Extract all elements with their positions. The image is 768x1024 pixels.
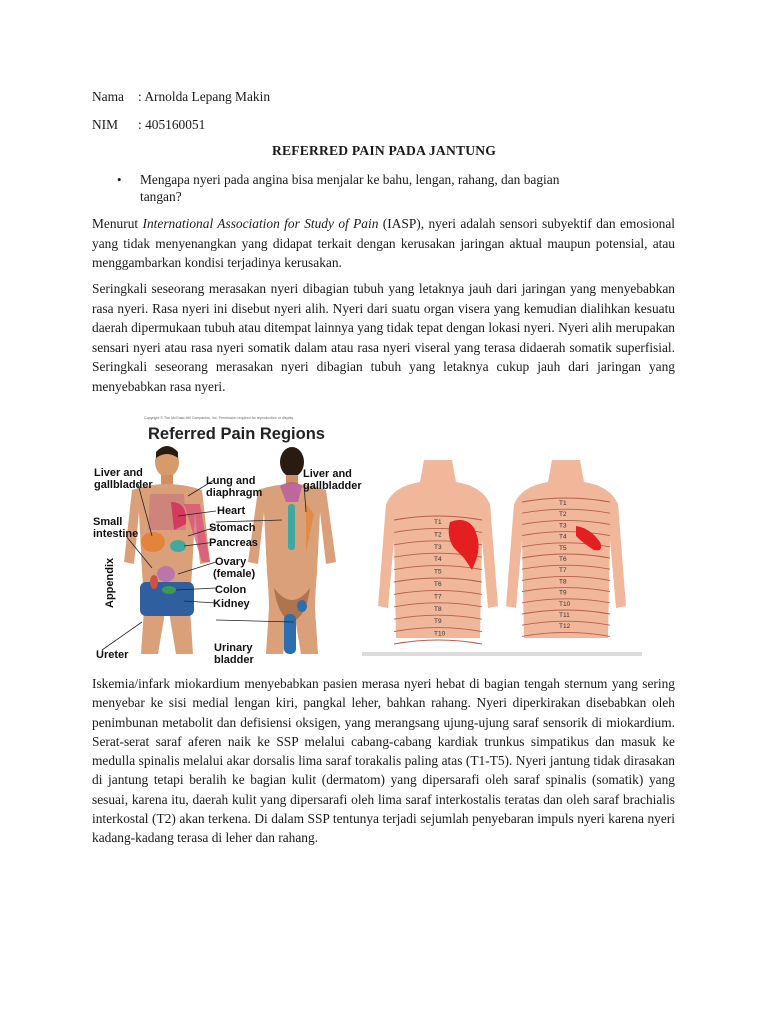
copyright-text: Copyright © The McGraw-Hill Companies, Inc. Permission required for reproduction or display.: [144, 416, 294, 420]
nim-value: : 405160051: [138, 117, 206, 132]
label-diaphragm: diaphragm: [206, 487, 263, 499]
dermatome-figure: [362, 456, 642, 656]
para1-prefix: Menurut: [92, 216, 143, 231]
name-row: [92, 89, 270, 105]
dermatome-label: T1: [434, 519, 442, 526]
dermatome-label: T10: [559, 600, 571, 608]
label-stomach: Stomach: [209, 522, 256, 534]
label-female: (female): [213, 568, 256, 580]
nim-label: NIM: [92, 117, 119, 132]
dermatome-label: T6: [559, 556, 567, 563]
dermatome-label: T8: [559, 578, 567, 586]
dermatome-label: T9: [434, 618, 442, 626]
dermatome-label: T8: [434, 605, 442, 613]
label-ureter: Ureter: [96, 649, 129, 661]
label-liver-right: Liver and: [303, 468, 352, 480]
figure-heading: Referred Pain Regions: [148, 425, 325, 443]
para1-suffix: (IASP), nyeri adalah sensori subyektif dan emosional yang tidak menyenangkan yang didapat terkait dengan kerusakan jaringan aktual maupun potensial, atau menggambarkan kondisi terjadinya kerusakan.: [92, 216, 675, 271]
label-ovary: Ovary: [215, 556, 247, 568]
question-text: [140, 171, 640, 205]
dermatome-label: T11: [559, 612, 570, 619]
dermatome-label: T4: [559, 533, 567, 541]
label-colon: Colon: [215, 584, 247, 596]
label-pancreas: Pancreas: [209, 537, 258, 549]
dermatome-label: T1: [559, 500, 567, 507]
dermatome-label: T3: [559, 522, 567, 530]
para3-text: Iskemia/infark miokardium menyebabkan pasien merasa nyeri hebat di bagian tengah sternum yang sering menyebar ke sisi medial lengan kiri, pangkal leher, bahkan rahang. Nyeri diperkirakan disebabkan oleh penimbunan metabolit dan defisiensi oksigen, yang merangsang ujung-ujung saraf sensorik di miokardium. Serat-serat saraf aferen naik ke SSP melalui cabang-cabang kardiak trunkus simpatikus dan masuk ke medulla spinalis melalui akar dorsalis lima saraf torakalis paling atas (T1-T5). Nyeri jantung tidak dirasakan di jantung tetapi beralih ke bagian kulit (dermatom) yang dipersarafi oleh saraf spinalis (somatik) yang sesuai, karena itu, daerah kulit yang dipersarafi oleh lima saraf interkostalis teratas dan oleh saraf brachialis interkostal (T2) akan terkena. Di dalam SSP tentunya terjadi sejumlah penyebaran impuls nyeri karena nyeri kadang-kadang terasa di leher dan rahang.: [92, 676, 675, 846]
nim-row: [92, 117, 205, 133]
label-gallbladder-left: gallbladder: [94, 479, 153, 491]
dermatome-label: T9: [559, 589, 567, 597]
label-lung: Lung and: [206, 475, 256, 487]
label-heart: Heart: [217, 505, 246, 517]
dermatome-label: T2: [559, 511, 567, 519]
question-line-1: Mengapa nyeri pada angina bisa menjalar ke bahu, lengan, rahang, dan bagian: [140, 172, 560, 187]
label-small: Small: [93, 516, 123, 528]
label-urinary: Urinary: [214, 642, 253, 654]
paragraph-ischemia: [92, 674, 675, 848]
label-kidney: Kidney: [213, 598, 250, 610]
label-liver-left: Liver and: [94, 467, 143, 479]
name-value: : Arnolda Lepang Makin: [138, 89, 271, 104]
document-title: REFERRED PAIN PADA JANTUNG: [271, 143, 497, 158]
iasp-name: International Association for Study of Pain: [142, 216, 379, 231]
dermatome-label: T7: [434, 593, 442, 601]
dermatome-label: T5: [434, 568, 442, 576]
dermatome-label: T2: [434, 531, 442, 539]
dermatome-label: T3: [434, 543, 442, 551]
label-gallbladder-right: gallbladder: [303, 480, 362, 492]
para2-text: Seringkali seseorang merasakan nyeri dibagian tubuh yang letaknya jauh dari jaringan yang menyebabkan rasa nyeri. Rasa nyeri ini disebut nyeri alih. Nyeri dari suatu organ visera yang kemudian dialihkan kesuatu daerah dipermukaan tubuh atau ditempat lainnya yang tidak tepat dengan lokasi nyeri. Nyeri alih merupakan sensari nyeri atau rasa nyeri somatik dalam atau rasa nyeri viseral yang terasa didaerah somatik superfisial. Seringkali seseorang merasakan nyeri dibagian tubuh yang letaknya cukup jauh dari jaringan yang menyebabkan rasa nyeri.: [92, 281, 675, 394]
paragraph-referred-pain: [92, 279, 675, 397]
bullet-icon: •: [117, 172, 122, 187]
referred-pain-regions-figure: [92, 412, 362, 668]
dermatome-label: T5: [559, 544, 567, 552]
label-appendix-rotated: Appendix: [104, 557, 116, 608]
paragraph-iasp: [92, 214, 675, 273]
dermatome-label: T6: [434, 581, 442, 588]
name-label: Nama: [92, 89, 124, 104]
label-bladder: bladder: [214, 654, 254, 666]
label-intestine: intestine: [93, 528, 139, 540]
dermatome-label: T10: [434, 630, 446, 638]
dermatome-label: T12: [559, 623, 571, 631]
dermatome-label: T4: [434, 556, 442, 564]
question-line-2: tangan?: [140, 189, 182, 204]
dermatome-label: T7: [559, 567, 567, 575]
